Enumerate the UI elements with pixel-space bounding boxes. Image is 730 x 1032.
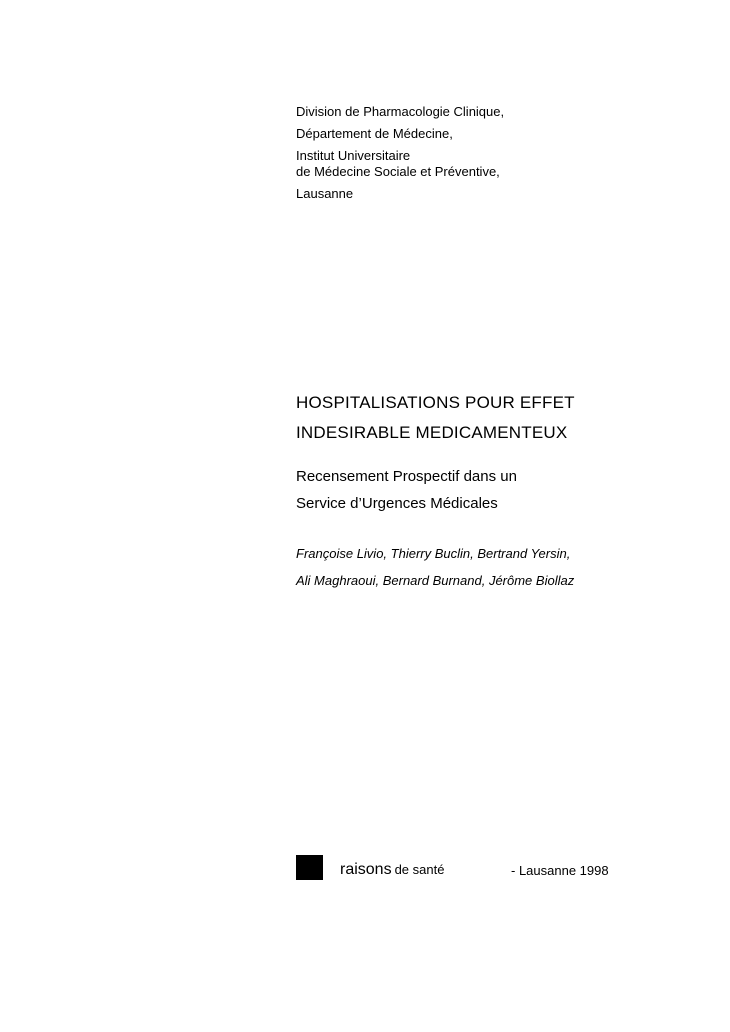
publisher-name-sub: de santé [394, 862, 445, 877]
publisher-logo-square [296, 855, 323, 880]
publisher-footer [296, 855, 656, 881]
authors-line-1: Françoise Livio, Thierry Buclin, Bertrand Yersin, [296, 546, 571, 561]
document-subtitle [296, 463, 716, 517]
title-line-2: INDESIRABLE MEDICAMENTEUX [296, 423, 568, 442]
affiliation-block [296, 104, 696, 208]
publisher-name [340, 861, 444, 879]
publisher-name-main: raisons [340, 861, 392, 878]
authors-line-2: Ali Maghraoui, Bernard Burnand, Jérôme Biollaz [296, 573, 575, 588]
title-line-1: HOSPITALISATIONS POUR EFFET [296, 393, 575, 412]
affiliation-division: Division de Pharmacologie Clinique, [296, 104, 505, 119]
affiliation-department: Département de Médecine, [296, 126, 453, 141]
document-title [296, 388, 716, 448]
affiliation-city: Lausanne [296, 186, 354, 201]
affiliation-institute: Institut Universitaire [296, 148, 411, 163]
author-list [296, 540, 716, 594]
affiliation-institute-continued: de Médecine Sociale et Préventive, [296, 164, 500, 179]
subtitle-line-1: Recensement Prospectif dans un [296, 468, 517, 485]
subtitle-line-2: Service d’Urgences Médicales [296, 495, 498, 512]
publication-place-year: - Lausanne 1998 [511, 863, 609, 878]
